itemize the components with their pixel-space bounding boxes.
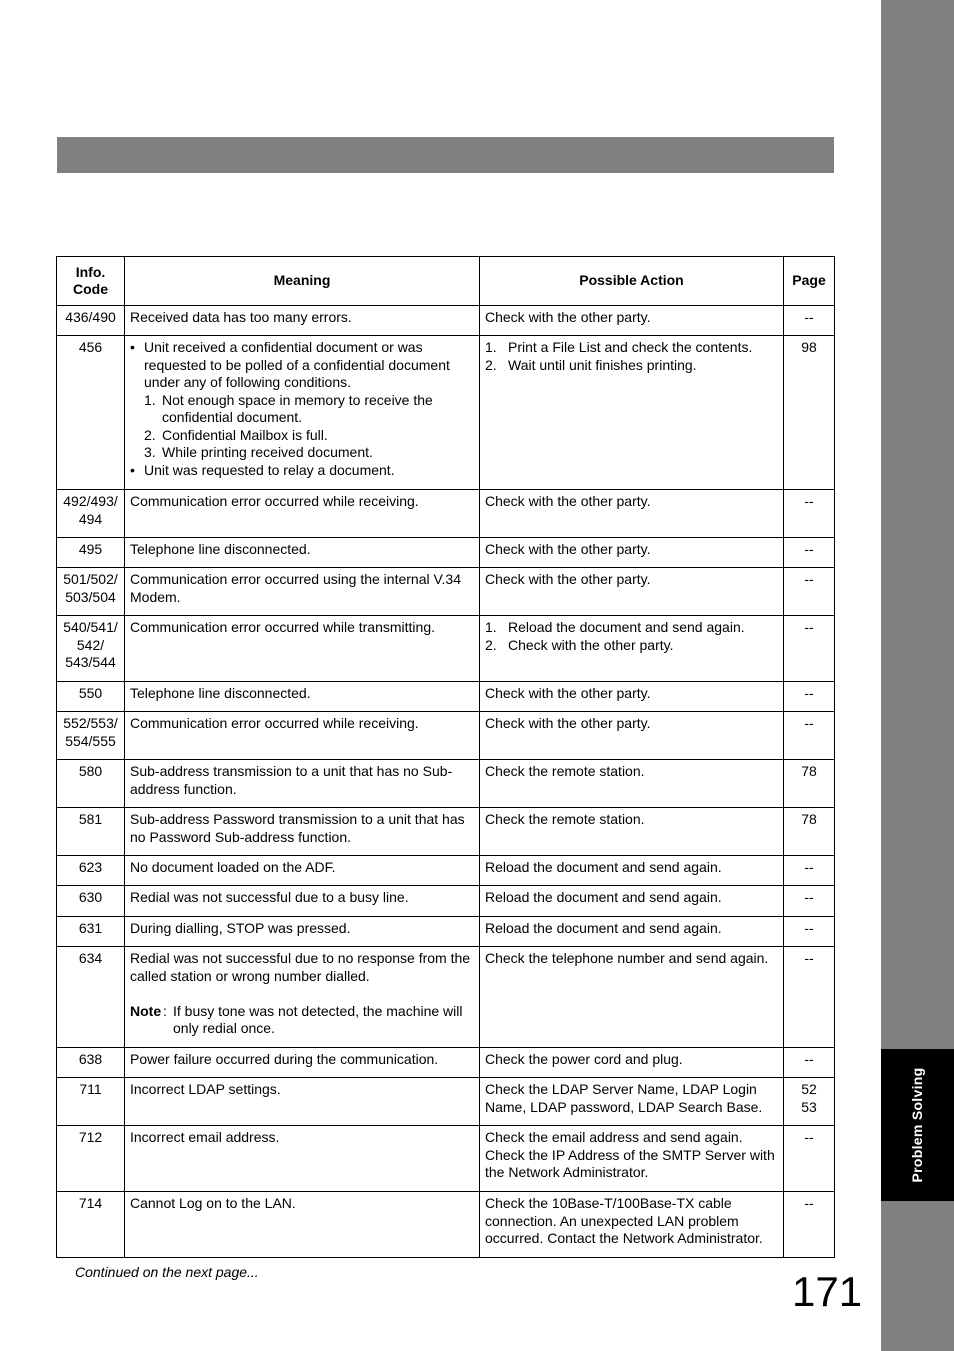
possible-action: Check the LDAP Server Name, LDAP Login Name, LDAP password, LDAP Search Base. (480, 1078, 784, 1126)
info-code: 581 (57, 808, 125, 856)
meaning-text: Redial was not successful due to no response from the called station or wrong number dialled. (130, 950, 471, 984)
table-row (57, 538, 835, 568)
meaning: Incorrect LDAP settings. (125, 1078, 480, 1126)
header-page: Page (784, 257, 835, 306)
possible-action: Check with the other party. (480, 682, 784, 712)
meaning: Cannot Log on to the LAN. (125, 1192, 480, 1258)
possible-action (480, 1126, 784, 1192)
meaning: Received data has too many errors. (125, 306, 480, 336)
note-label: Note (130, 1002, 162, 1019)
info-code: 634 (57, 947, 125, 1048)
page-ref: 78 (784, 808, 835, 856)
table-row (57, 336, 835, 490)
table-row (57, 760, 835, 808)
page-ref: -- (784, 538, 835, 568)
page-ref-value: 53 (801, 1098, 817, 1115)
table-row (57, 856, 835, 886)
meaning: Power failure occurred during the communication. (125, 1048, 480, 1078)
possible-action: Check the remote station. (480, 760, 784, 808)
table-row (57, 306, 835, 336)
info-code: 552/553/ 554/555 (57, 712, 125, 760)
meaning-subitem: 1. Not enough space in memory to receive the confidential document. (144, 391, 433, 425)
table-row (57, 682, 835, 712)
header-possible-action: Possible Action (480, 257, 784, 306)
page-ref: -- (784, 1048, 835, 1078)
page-ref: -- (784, 1192, 835, 1258)
possible-action: Check the power cord and plug. (480, 1048, 784, 1078)
page-ref (784, 1078, 835, 1126)
info-code: 714 (57, 1192, 125, 1258)
info-code: 540/541/ 542/ 543/544 (57, 616, 125, 682)
possible-action: Check with the other party. (480, 538, 784, 568)
possible-action: Check with the other party. (480, 712, 784, 760)
meaning: During dialling, STOP was pressed. (125, 917, 480, 947)
possible-action (480, 336, 784, 490)
possible-action: Check with the other party. (480, 490, 784, 538)
info-code: 550 (57, 682, 125, 712)
meaning-subitem: 2. Confidential Mailbox is full. (144, 426, 328, 443)
note: Note : If busy tone was not detected, the machine will only redial once. (130, 1002, 463, 1036)
page-ref: -- (784, 856, 835, 886)
header-info-code: Info. Code (57, 257, 125, 306)
meaning: Communication error occurred while receiving. (125, 712, 480, 760)
header-bar (57, 137, 834, 173)
action-step: 2. Wait until unit finishes printing. (485, 356, 697, 373)
info-code: 631 (57, 917, 125, 947)
table-row (57, 490, 835, 538)
meaning: Redial was not successful due to a busy line. (125, 886, 480, 917)
possible-action: Check the 10Base-T/100Base-TX cable connection. An unexpected LAN problem occurred. Contact the Network Administrator. (480, 1192, 784, 1258)
action-line: Check the IP Address of the SMTP Server with the Network Administrator. (485, 1146, 775, 1180)
page-ref: -- (784, 886, 835, 917)
header-meaning: Meaning (125, 257, 480, 306)
possible-action (480, 616, 784, 682)
meaning: Incorrect email address. (125, 1126, 480, 1192)
page-ref: -- (784, 306, 835, 336)
page-ref: -- (784, 947, 835, 1048)
meaning: Communication error occurred using the internal V.34 Modem. (125, 568, 480, 616)
page-ref: -- (784, 1126, 835, 1192)
page-ref: 98 (784, 336, 835, 490)
meaning: No document loaded on the ADF. (125, 856, 480, 886)
table-row (57, 1078, 835, 1126)
table-row (57, 568, 835, 616)
page-ref: -- (784, 568, 835, 616)
table-row (57, 712, 835, 760)
meaning: Sub-address Password transmission to a unit that has no Password Sub-address function. (125, 808, 480, 856)
page-ref: 78 (784, 760, 835, 808)
meaning (125, 947, 480, 1048)
info-code-table (56, 256, 835, 1258)
action-step: 1. Print a File List and check the contents. (485, 339, 753, 355)
table-row (57, 886, 835, 917)
section-tab-label: Problem Solving (909, 1067, 925, 1183)
info-code: 501/502/ 503/504 (57, 568, 125, 616)
possible-action: Check with the other party. (480, 568, 784, 616)
action-step: 2. Check with the other party. (485, 636, 674, 653)
page-ref: -- (784, 917, 835, 947)
meaning: Communication error occurred while transmitting. (125, 616, 480, 682)
page-ref: -- (784, 682, 835, 712)
table-row (57, 1192, 835, 1258)
table-row (57, 947, 835, 1048)
page-ref: -- (784, 712, 835, 760)
info-code: 712 (57, 1126, 125, 1192)
possible-action: Check the remote station. (480, 808, 784, 856)
info-code: 456 (57, 336, 125, 490)
meaning-subitem: 3. While printing received document. (144, 444, 373, 460)
info-code: 623 (57, 856, 125, 886)
possible-action: Check with the other party. (480, 306, 784, 336)
meaning: Communication error occurred while receiving. (125, 490, 480, 538)
meaning: Telephone line disconnected. (125, 682, 480, 712)
info-code: 492/493/ 494 (57, 490, 125, 538)
page-ref-value: 52 (801, 1081, 817, 1097)
table-row (57, 1048, 835, 1078)
possible-action: Check the telephone number and send again. (480, 947, 784, 1048)
action-line: Check the email address and send again. (485, 1129, 743, 1145)
meaning: Sub-address transmission to a unit that has no Sub-address function. (125, 760, 480, 808)
page-ref: -- (784, 616, 835, 682)
continued-note: Continued on the next page... (75, 1264, 259, 1280)
table-row (57, 1126, 835, 1192)
info-code: 495 (57, 538, 125, 568)
meaning: Telephone line disconnected. (125, 538, 480, 568)
possible-action: Reload the document and send again. (480, 917, 784, 947)
info-code: 630 (57, 886, 125, 917)
meaning (125, 336, 480, 490)
info-code: 638 (57, 1048, 125, 1078)
info-code: 436/490 (57, 306, 125, 336)
page-number: 171 (792, 1268, 863, 1315)
table-row (57, 808, 835, 856)
table-row (57, 616, 835, 682)
table-row (57, 917, 835, 947)
meaning-bullet: • Unit received a confidential document or was requested to be polled of a confidential document under any of following conditions. (130, 339, 450, 390)
info-code: 580 (57, 760, 125, 808)
meaning-bullet: • Unit was requested to relay a document. (130, 461, 395, 478)
possible-action: Reload the document and send again. (480, 886, 784, 917)
possible-action: Reload the document and send again. (480, 856, 784, 886)
note-text: If busy tone was not detected, the machine will only redial once. (173, 1002, 463, 1036)
action-step: 1. Reload the document and send again. (485, 619, 745, 635)
table-header-row (57, 257, 835, 306)
info-code: 711 (57, 1078, 125, 1126)
page-ref: -- (784, 490, 835, 538)
